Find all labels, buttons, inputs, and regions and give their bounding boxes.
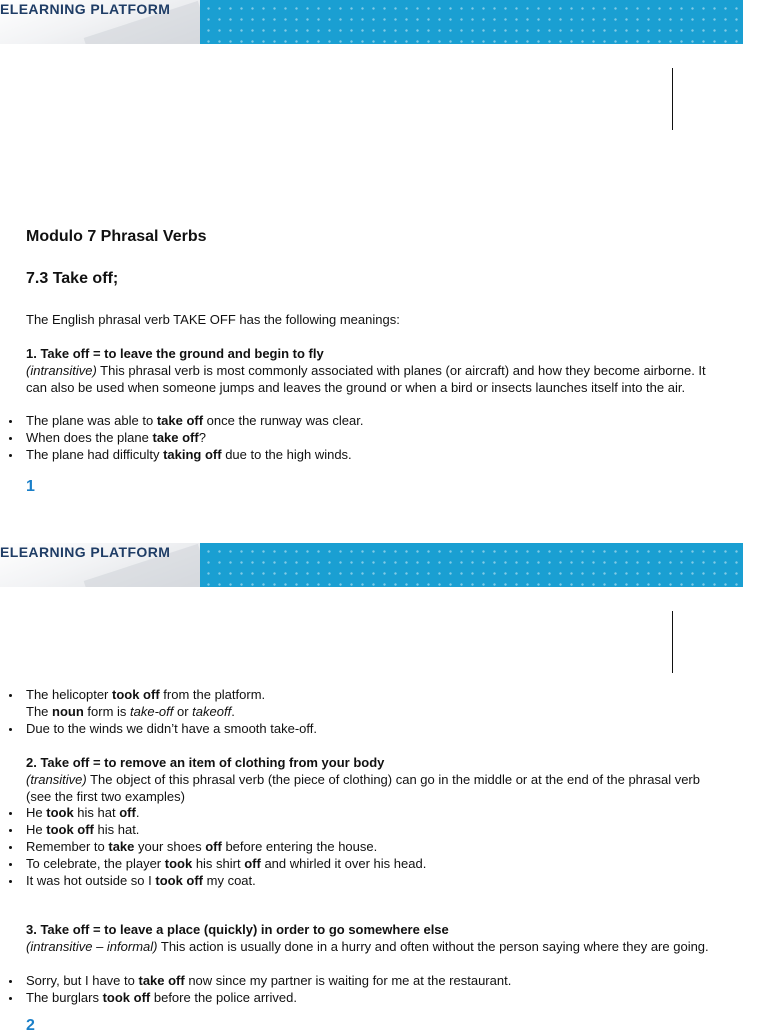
list-item: It was hot outside so I took off my coat. [26, 872, 746, 889]
list-item: The burglars took off before the police arrived. [26, 989, 746, 1006]
meaning-2-examples [26, 804, 746, 889]
description-text: The object of this phrasal verb (the piece of clothing) can go in the middle or at the end of the phrasal verb (see the first two examples) [26, 772, 700, 804]
meaning-1-heading: 1. Take off = to leave the ground and begin to fly [26, 346, 324, 361]
description-text: This action is usually done in a hurry and often without the person saying where they are going. [157, 939, 709, 954]
banner-dot-pattern [200, 543, 743, 587]
page-number: 2 [26, 1017, 35, 1034]
description-text: This phrasal verb is most commonly associated with planes (or aircraft) and how they become airborne. It can also be used when someone jumps and leaves the ground or when a bird or insects launches itself into the air. [26, 363, 706, 395]
meaning-1-examples-continued [26, 686, 746, 737]
grammar-type: (transitive) [26, 772, 87, 787]
page-number: 1 [26, 478, 35, 495]
list-item: To celebrate, the player took his shirt off and whirled it over his head. [26, 855, 746, 872]
list-item: Remember to take your shoes off before entering the house. [26, 838, 746, 855]
module-title: Modulo 7 Phrasal Verbs [26, 228, 207, 245]
meaning-3-description [26, 938, 726, 955]
section-title: 7.3 Take off; [26, 270, 119, 287]
list-item: Sorry, but I have to take off now since my partner is waiting for me at the restaurant. [26, 972, 746, 989]
banner-dot-pattern [200, 0, 743, 44]
platform-title: ELEARNING PLATFORM [0, 544, 171, 560]
grammar-type: (intransitive – informal) [26, 939, 158, 954]
list-item: He took off his hat. [26, 821, 746, 838]
list-item: Due to the winds we didn’t have a smooth take-off. [26, 720, 746, 737]
meaning-2-description [26, 771, 726, 805]
page-header-banner [0, 0, 743, 44]
intro-text: The English phrasal verb TAKE OFF has the following meanings: [26, 312, 400, 327]
platform-title: ELEARNING PLATFORM [0, 1, 171, 17]
meaning-2-heading: 2. Take off = to remove an item of clothing from your body [26, 755, 385, 770]
list-item: He took his hat off. [26, 804, 746, 821]
meaning-1-description [26, 362, 726, 396]
grammar-type: (intransitive) [26, 363, 97, 378]
page-header-banner [0, 543, 743, 587]
list-item: The helicopter took off from the platform. The noun form is take-off or takeoff. [26, 686, 746, 720]
list-item: The plane was able to take off once the runway was clear. [26, 412, 746, 429]
header-divider-line [672, 68, 673, 130]
list-item: The plane had difficulty taking off due to the high winds. [26, 446, 746, 463]
meaning-3-heading: 3. Take off = to leave a place (quickly) in order to go somewhere else [26, 922, 449, 937]
list-item: When does the plane take off? [26, 429, 746, 446]
meaning-3-examples [26, 972, 746, 1006]
noun-form-note: The noun form is take-off or takeoff. [26, 704, 235, 719]
page-2 [0, 543, 768, 1034]
header-divider-line [672, 611, 673, 673]
meaning-1-examples [26, 412, 746, 463]
